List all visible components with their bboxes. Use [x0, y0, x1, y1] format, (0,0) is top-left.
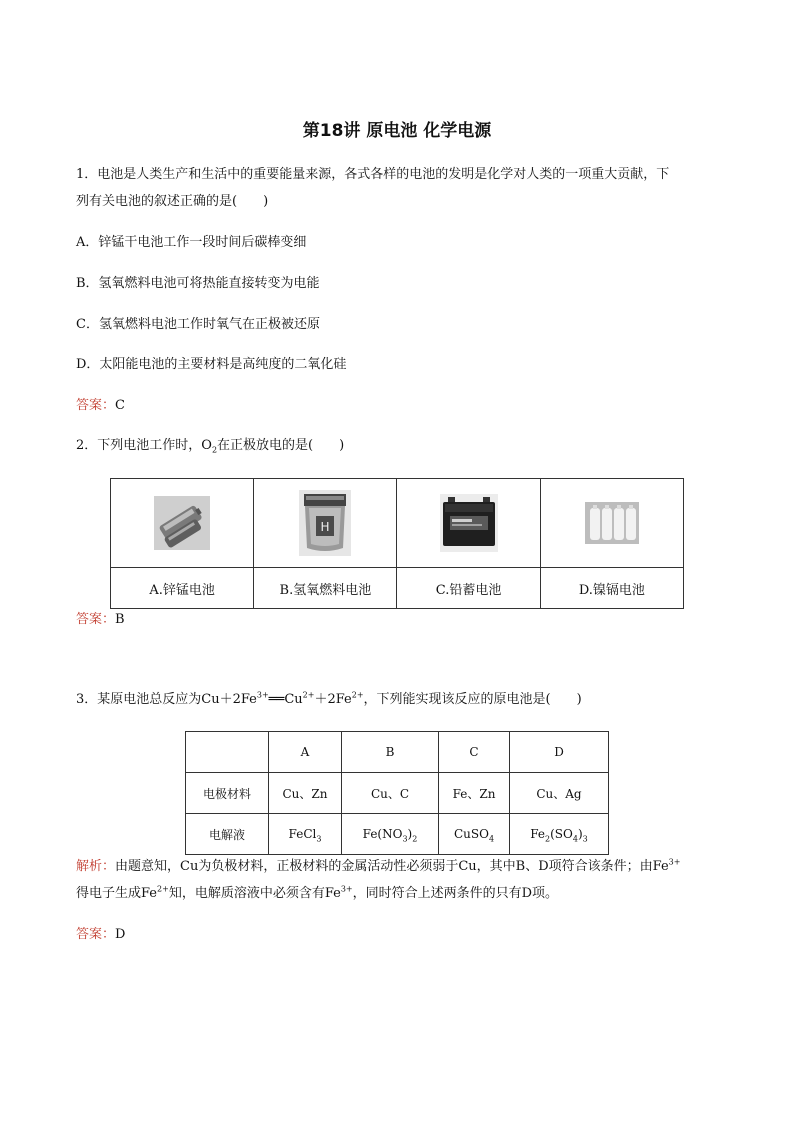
- q3-stem-sup: 2+: [351, 690, 364, 700]
- analysis-text: 知，电解质溶液中必须含有Fe: [168, 886, 341, 901]
- answer-label: 答案：: [76, 398, 116, 413]
- battery-a-cell: [111, 479, 254, 568]
- analysis-sup: 3+: [668, 857, 681, 867]
- col-header-a: A: [269, 732, 342, 773]
- formula-sub: 2: [545, 834, 551, 844]
- q1-stem-line1: 1．电池是人类生产和生活中的重要能量来源，各式各样的电池的发明是化学对人类的一项重大贡献，下: [76, 167, 670, 182]
- formula-sub: 3: [582, 834, 588, 844]
- q3-stem-text: 3．某原电池总反应为Cu＋2Fe: [76, 692, 257, 707]
- electrolyte-d: [510, 814, 609, 855]
- electrode-b: Cu、C: [342, 773, 439, 814]
- q1-option-a: A．锌锰干电池工作一段时间后碳棒变细: [76, 235, 307, 250]
- row-label-electrode: 电极材料: [186, 773, 269, 814]
- svg-text:H: H: [320, 520, 330, 534]
- formula-text: Fe(NO: [362, 827, 403, 841]
- formula-text: CuSO: [453, 827, 489, 841]
- formula-text: (SO: [550, 827, 573, 841]
- nickel-cadmium-battery-image: [585, 502, 639, 544]
- battery-d-label: D.镍镉电池: [540, 568, 683, 609]
- q1-stem-line2: 列有关电池的叙述正确的是( ): [76, 194, 269, 209]
- q1-option-d: D．太阳能电池的主要材料是高纯度的二氧化硅: [76, 357, 347, 372]
- analysis-text: 由题意知，Cu为负极材料，正极材料的金属活动性必须弱于Cu，其中B、D项符合该条件；由Fe: [115, 859, 669, 874]
- formula-sub: 3: [402, 834, 408, 844]
- col-header-c: C: [439, 732, 510, 773]
- battery-b-cell: [254, 479, 397, 568]
- battery-c-cell: [397, 479, 540, 568]
- electrolyte-a: [269, 814, 342, 855]
- lead-acid-battery-image: [440, 494, 498, 552]
- answer-value: B: [115, 612, 125, 627]
- page-title: 第18讲 原电池 化学电源: [302, 121, 492, 141]
- analysis-text: 得电子生成Fe: [76, 886, 158, 901]
- q2-stem: [76, 437, 344, 455]
- q3-stem: [76, 691, 582, 709]
- formula-sub: 2: [412, 834, 418, 844]
- q2-battery-table: [110, 478, 684, 609]
- q3-stem-text: ＋2Fe: [314, 692, 352, 707]
- hydrogen-oxygen-fuel-cell-image: [299, 490, 351, 556]
- formula-text: Fe: [530, 827, 546, 841]
- formula-text: ): [407, 827, 413, 841]
- battery-c-label: C.铅蓄电池: [397, 568, 540, 609]
- row-label-electrolyte: 电解液: [186, 814, 269, 855]
- q1-option-b: B．氢氧燃料电池可将热能直接转变为电能: [76, 276, 320, 291]
- q2-answer: [76, 611, 125, 629]
- q3-options-table: [185, 731, 609, 855]
- q2-stem-text-end: 在正极放电的是( ): [217, 438, 345, 453]
- q3-stem-text: ══Cu: [268, 692, 303, 707]
- answer-label: 答案：: [76, 612, 116, 627]
- formula-sub: 3: [316, 834, 322, 844]
- analysis-label: 解析：: [76, 859, 116, 874]
- q1-option-c: C．氢氧燃料电池工作时氧气在正极被还原: [76, 317, 320, 332]
- col-header-b: B: [342, 732, 439, 773]
- zinc-manganese-battery-image: [154, 496, 210, 550]
- q3-analysis-line1: [76, 858, 680, 876]
- q2-stem-text: 2．下列电池工作时，O: [76, 438, 212, 453]
- analysis-sup: 3+: [340, 884, 353, 894]
- analysis-sup: 2+: [157, 884, 169, 894]
- q2-stem-sub: 2: [211, 445, 218, 455]
- formula-text: FeCl: [288, 827, 317, 841]
- battery-b-label: B.氢氧燃料电池: [254, 568, 397, 609]
- answer-value: D: [115, 927, 126, 942]
- formula-sub: 4: [572, 834, 578, 844]
- electrolyte-c: [439, 814, 510, 855]
- col-header-d: D: [510, 732, 609, 773]
- answer-value: C: [115, 398, 125, 413]
- q3-analysis-line2: [76, 885, 558, 903]
- electrode-c: Fe、Zn: [439, 773, 510, 814]
- q3-answer: [76, 926, 125, 944]
- formula-text: ): [577, 827, 583, 841]
- electrode-d: Cu、Ag: [510, 773, 609, 814]
- analysis-text: ，同时符合上述两条件的只有D项。: [352, 886, 559, 901]
- battery-a-label: A.锌锰电池: [111, 568, 254, 609]
- table-corner: [186, 732, 269, 773]
- q3-stem-sup: 2+: [302, 690, 315, 700]
- electrode-a: Cu、Zn: [269, 773, 342, 814]
- battery-d-cell: [540, 479, 683, 568]
- formula-sub: 4: [488, 834, 495, 844]
- electrolyte-b: [342, 814, 439, 855]
- answer-label: 答案：: [76, 927, 116, 942]
- q1-answer: [76, 397, 125, 415]
- q3-stem-text: ，下列能实现该反应的原电池是( ): [363, 692, 582, 707]
- q3-stem-sup: 3+: [256, 690, 269, 700]
